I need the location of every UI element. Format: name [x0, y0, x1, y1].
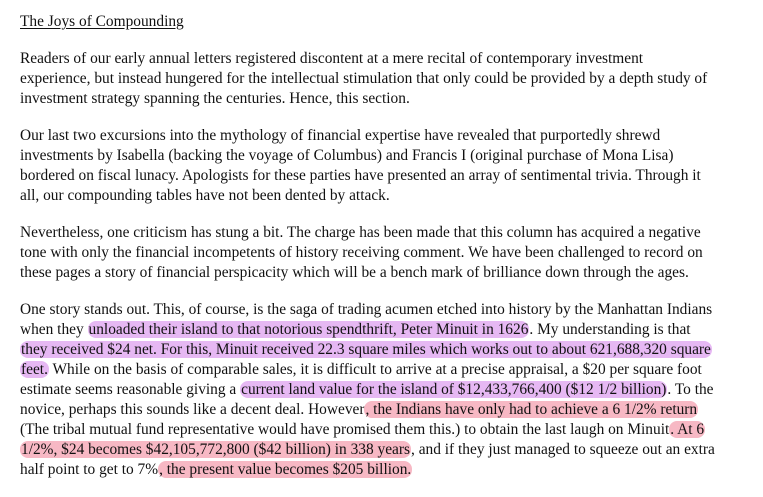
text-segment: One story stands out. This, of course, is the saga of trading acumen etched into history by the Manhattan Indians [20, 301, 713, 318]
text-line: tone with only the financial incompetents of history receiving comment. We have been challenged to record on [20, 244, 703, 261]
highlighted-text: 1/2%, $24 becomes $42,105,772,800 ($42 billion) in 338 years [21, 441, 410, 458]
text-line: Readers of our early annual letters registered discontent at a mere recital of contemporary investment [20, 50, 644, 67]
text-segment: when they [20, 321, 88, 338]
text-line: Nevertheless, one criticism has stung a bit. The charge has been made that this column has acquired a negative [20, 224, 701, 241]
document-title: The Joys of Compounding [20, 13, 184, 30]
text-line: investment strategy spanning the centuries. Hence, this section. [20, 90, 410, 107]
text-line [20, 340, 758, 360]
text-line [20, 380, 758, 400]
text-line: bordered on fiscal lunacy. Apologists for these parties have presented an array of sentimental trivia. Through it [20, 167, 701, 184]
highlighted-text: feet. [21, 361, 48, 378]
text-line: investments by Isabella (backing the voyage of Columbus) and Francis I (original purchase of Mona Lisa) [20, 147, 674, 164]
text-line [20, 400, 758, 420]
highlighted-text: unloaded their island to that notorious spendthrift, Peter Minuit in 1626 [88, 321, 529, 338]
text-line [20, 460, 758, 480]
text-line: experience, but instead hungered for the intellectual stimulation that only could be provided by a depth study of [20, 70, 708, 87]
highlighted-text: , the present value becomes $205 billion. [159, 461, 412, 478]
text-line [20, 300, 758, 320]
document-body [20, 12, 758, 497]
text-segment: estimate seems reasonable giving a [20, 381, 241, 398]
text-line [20, 360, 758, 380]
text-line: Our last two excursions into the mythology of financial expertise have revealed that purportedly shrewd [20, 127, 661, 144]
highlighted-text: , the Indians have only had to achieve a 6 1/2% return [365, 401, 698, 418]
highlighted-text: they received $24 net. For this, Minuit received 22.3 square miles which works out to about 621,688,320 square [21, 341, 711, 358]
highlighted-text: current land value for the island of $12,433,766,400 ($12 1/2 billion) [241, 381, 667, 398]
text-segment: . To the [667, 381, 714, 398]
text-segment: (The tribal mutual fund representative would have promised them this.) to obtain the last laugh on Minuit [20, 421, 670, 438]
highlighted-text: . At 6 [670, 421, 705, 438]
paragraph-3 [20, 223, 758, 283]
paragraph-1 [20, 49, 758, 109]
text-line: these pages a story of financial perspicacity which will be a bench mark of brilliance down through the ages. [20, 264, 689, 281]
paragraphs-container [20, 49, 758, 480]
text-line [20, 320, 758, 340]
text-segment: half point to get to 7% [20, 461, 159, 478]
text-segment: . My understanding is that [529, 321, 691, 338]
paragraph-2 [20, 126, 758, 206]
text-segment: While on the basis of comparable sales, it is difficult to arrive at a precise appraisal, a $20 per square foot [48, 361, 702, 378]
text-segment: novice, perhaps this sounds like a decent deal. However [20, 401, 365, 418]
text-line: all, our compounding tables have not been dented by attack. [20, 187, 390, 204]
text-segment: , and if they just managed to squeeze out an extra [411, 441, 715, 458]
paragraph-4 [20, 300, 758, 480]
text-line [20, 420, 758, 440]
text-line [20, 440, 758, 460]
